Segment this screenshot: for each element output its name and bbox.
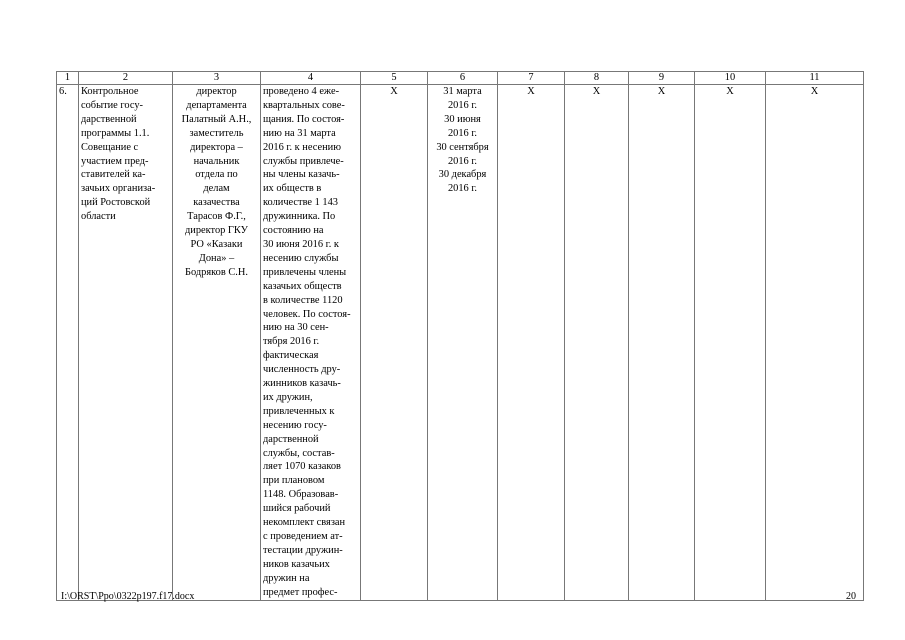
column-number-4: 4 <box>261 72 361 85</box>
col9-cell <box>629 85 695 601</box>
dates-cell <box>428 85 498 601</box>
result-cell <box>261 85 361 601</box>
row-number-cell <box>57 85 79 601</box>
column-number-7: 7 <box>498 72 565 85</box>
column-number-1: 1 <box>57 72 79 85</box>
col9-mark: Х <box>657 86 666 97</box>
column-number-5: 5 <box>361 72 428 85</box>
page-number: 20 <box>846 591 856 602</box>
event-cell <box>79 85 173 601</box>
row-number: 6. <box>59 86 67 97</box>
col10-cell <box>695 85 766 601</box>
col8-mark: Х <box>592 86 601 97</box>
col5-mark: Х <box>390 86 398 97</box>
responsible-persons: директор департамента Палатный А.Н., заместитель директора – начальник отдела по делам казачества Тарасов Ф.Г., директор ГКУ РО «Казаки Дона» – Бодряков С.Н. <box>181 86 252 278</box>
footer-file-path: I:\ORST\Ppo\0322p197.f17.docx <box>61 591 195 602</box>
col7-mark: Х <box>527 86 535 97</box>
column-number-6: 6 <box>428 72 498 85</box>
column-number-11: 11 <box>766 72 864 85</box>
table-row <box>57 85 864 601</box>
report-table <box>56 71 864 601</box>
column-number-9: 9 <box>629 72 695 85</box>
table-header-row <box>57 72 864 85</box>
col5-cell <box>361 85 428 601</box>
col11-mark: Х <box>810 86 819 97</box>
control-dates: 31 марта 2016 г. 30 июня 2016 г. 30 сентября 2016 г. 30 декабря 2016 г. <box>436 86 489 195</box>
result-text: проведено 4 еже- квартальных сове- щания. По состоя- нию на 31 марта 2016 г. к несению службы привлече- ны члены казачь- их обществ в количестве 1 143 дружинника. По состоянию на 30 июня 2016 г. к несению службы привлечены члены казачьих обществ в количестве 1120 человек. По состоя- нию на 30 сен- тября 2016 г. фактическая численность дру- жинников казачь- их дружин, привлеченных к несению госу- дарственной службы, состав- ляет 1070 казаков при плановом 1148. Образовав- шийся рабочий некомплект связан с проведением ат- тестации дружин- ников казачьих дружин на предмет профес- <box>263 86 351 598</box>
event-description: Контрольное событие госу- дарственной программы 1.1. Совещание с участием пред- ставителей ка- зачьих организа- ций Ростовской области <box>81 86 156 223</box>
column-number-3: 3 <box>173 72 261 85</box>
col11-cell <box>766 85 864 601</box>
col7-cell <box>498 85 565 601</box>
col10-mark: Х <box>726 86 734 97</box>
column-number-10: 10 <box>695 72 766 85</box>
responsible-cell <box>173 85 261 601</box>
col8-cell <box>565 85 629 601</box>
column-number-2: 2 <box>79 72 173 85</box>
column-number-8: 8 <box>565 72 629 85</box>
